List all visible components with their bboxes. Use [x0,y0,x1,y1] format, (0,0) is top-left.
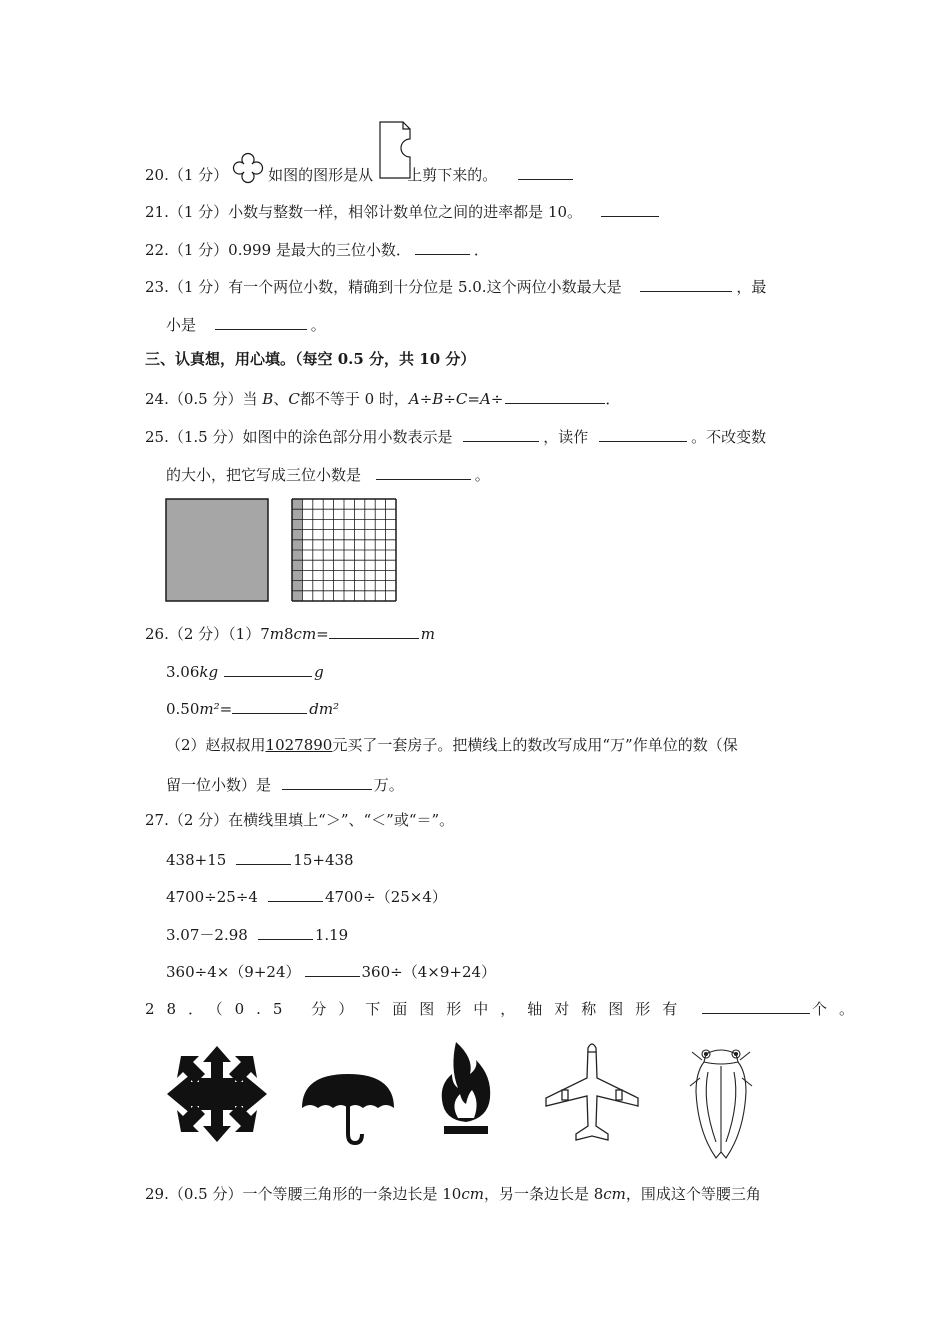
fire-icon [436,1040,496,1140]
question-text: 、 [273,390,289,408]
question-number: 26. [145,625,169,643]
question-text: （1）7 [228,625,270,643]
compare-row [166,960,496,982]
answer-blank[interactable] [224,660,312,677]
question-number: 22. [145,241,169,259]
question-text: 有一个两位小数，精确到十分位是 5.0.这个两位小数最大是 [228,278,622,296]
compare-left: 360÷4×（9+24） [166,963,301,981]
punctuation: ． [605,390,621,408]
folded-paper-icon [379,121,411,179]
question-26-line2 [166,660,324,682]
compare-right: 4700÷（25×4） [324,888,447,906]
punctuation: ． [473,241,489,259]
four-arrows-icon [165,1044,269,1144]
answer-blank-reading[interactable] [599,425,687,442]
question-number: 29. [145,1185,169,1203]
question-26-line5 [166,773,404,795]
answer-blank-decimal[interactable] [463,425,539,442]
question-text: 0.999 是最大的三位小数． [228,241,411,259]
question-text: （2）赵叔叔用 [166,736,266,754]
unit: cm [461,1185,484,1203]
question-number: 21. [145,203,169,221]
question-score: （0.5 分） [168,390,243,408]
question-text: 小数与整数一样，相邻计数单位之间的进率都是 10。 [228,203,583,221]
variable-b: B [262,390,274,408]
compare-right: 1.19 [314,926,349,944]
unit: dm² [309,700,340,718]
question-24 [145,387,620,409]
answer-blank[interactable] [518,163,573,180]
full-square-figure [165,498,269,602]
question-21 [145,200,663,222]
question-26-line3 [166,697,339,719]
question-text: 的大小，把它写成三位小数是 [166,466,362,484]
question-number: 27. [145,811,169,829]
answer-blank[interactable] [282,773,372,790]
question-text: 在横线里填上“＞”、“＜”或“＝”。 [228,811,455,829]
question-text: ，另一条边长是 8 [483,1185,604,1203]
question-text: ，读作 [543,428,589,446]
question-text: ，围成这个等腰三角 [625,1185,761,1203]
question-score: （0.5 分） [168,1185,243,1203]
unit: g [314,663,324,681]
question-score: （1 分） [168,278,229,296]
answer-blank[interactable] [329,622,419,639]
question-text: 8 [284,625,294,643]
answer-blank[interactable] [415,238,470,255]
answer-blank[interactable] [305,960,360,977]
question-number: 20. [145,166,169,184]
question-score: （1 分） [168,166,229,184]
question-text: 3.06 [166,663,200,681]
unit: m [420,625,435,643]
answer-blank[interactable] [232,697,307,714]
question-score: （2 分） [168,625,229,643]
compare-right: 360÷（4×9+24） [361,963,497,981]
unit: cm [603,1185,626,1203]
question-text: 留一位小数）是 [166,776,272,794]
answer-blank[interactable] [268,885,323,902]
compare-row [166,885,447,907]
unit: cm [293,625,317,643]
variable-c: C [288,390,300,408]
question-text: 下面图形中，轴对称图形有 [365,1000,690,1018]
question-29 [145,1184,761,1204]
answer-blank-max[interactable] [640,275,732,292]
answer-blank[interactable] [505,387,605,404]
question-text: 。不改变数 [691,428,767,446]
question-text: ，最 [736,278,767,296]
question-number: 24. [145,390,169,408]
question-text: 小是 [166,316,197,334]
compare-left: 438+15 [166,851,227,869]
unit: m [269,625,284,643]
answer-blank[interactable] [601,200,659,217]
question-text: 上剪下来的。 [407,166,498,184]
question-28 [145,997,866,1019]
answer-blank-three-place[interactable] [376,463,471,480]
question-text: 当 [242,390,258,408]
umbrella-icon [298,1070,398,1146]
punctuation: 个。 [812,1000,867,1018]
question-score: （1 分） [168,241,229,259]
question-26-line4 [166,735,738,755]
question-number: 23. [145,278,169,296]
expression: A÷B÷C=A÷ [408,390,504,408]
question-number: 28． [145,1000,216,1018]
answer-blank[interactable] [702,997,810,1014]
question-26 [145,622,435,644]
question-text: = [219,700,233,718]
answer-blank[interactable] [236,848,291,865]
compare-right: 15+438 [293,851,354,869]
unit: kg [199,663,219,681]
question-number: 25. [145,428,169,446]
question-text: 元买了一套房子。把横线上的数改写成用“万”作单位的数（保 [332,736,738,754]
question-23-cont [166,313,326,335]
compare-left: 4700÷25÷4 [166,888,258,906]
question-text: 如图的图形是从 [268,166,374,184]
flower-shape-icon [231,151,265,185]
question-score: （1 分） [168,203,229,221]
punctuation: 。 [474,466,490,484]
airplane-icon [542,1038,642,1146]
question-text: 如图中的涂色部分用小数表示是 [242,428,453,446]
question-22 [145,238,489,260]
unit: m² [199,700,220,718]
underlined-number: 1027890 [265,736,333,754]
question-text: 都不等于 0 时， [299,390,409,408]
compare-row [166,848,354,870]
question-score: （0.5 分） [215,1000,366,1018]
section-heading: 三、认真想，用心填。（每空 0.5 分，共 10 分） [145,350,476,368]
question-text: 0.50 [166,700,200,718]
answer-blank[interactable] [258,923,313,940]
compare-row [166,923,348,945]
question-score: （2 分） [168,811,229,829]
question-23 [145,275,766,297]
question-27 [145,810,454,830]
punctuation: 。 [310,316,326,334]
hundred-grid-figure [291,498,397,602]
question-text: 一个等腰三角形的一条边长是 10 [242,1185,462,1203]
cicada-icon [686,1042,756,1162]
answer-blank-min[interactable] [215,313,307,330]
question-text: 万。 [373,776,404,794]
question-20 [145,163,577,185]
question-25 [145,425,766,447]
compare-left: 3.07－2.98 [166,926,248,944]
question-25-cont [166,463,490,485]
question-score: （1.5 分） [168,428,243,446]
question-text: = [316,625,329,643]
